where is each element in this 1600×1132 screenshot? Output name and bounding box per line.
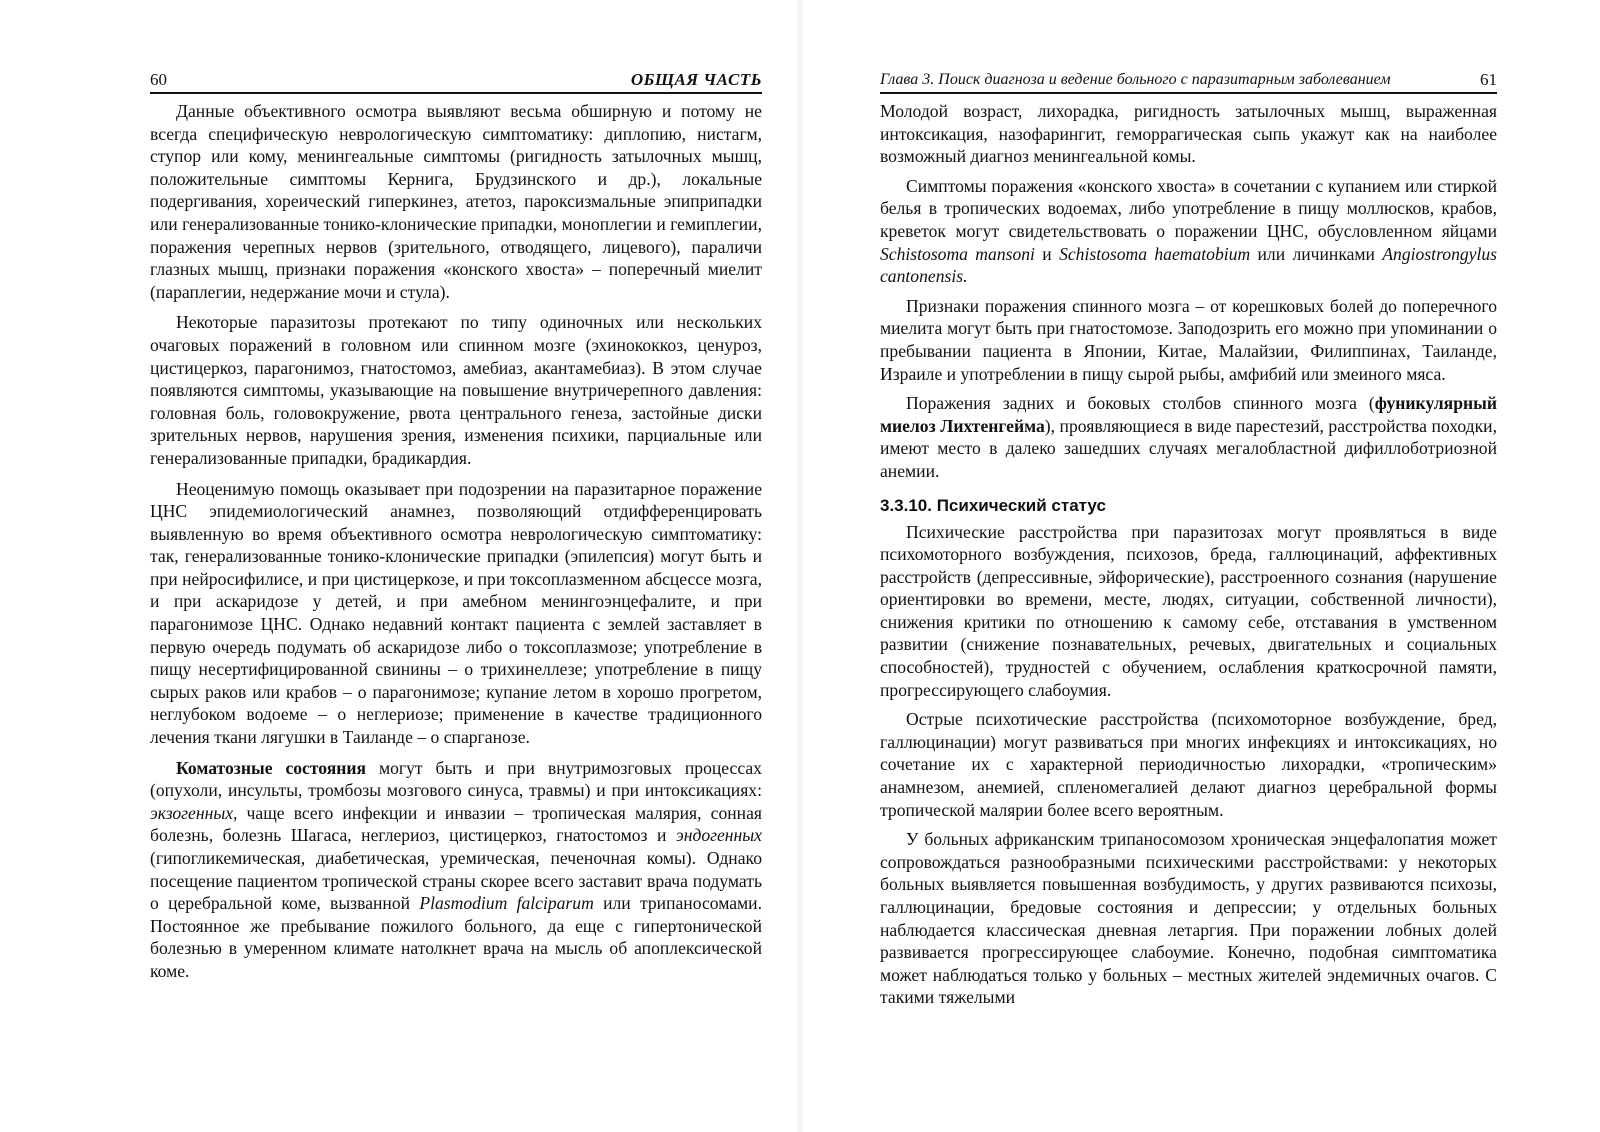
right-paragraph-4 (880, 392, 1497, 482)
right-paragraph-3: Признаки поражения спинного мозга – от корешковых болей до поперечного миелита могут быть при гнатостомозе. Заподозрить его можно при упоминании о пребывании пациента в Японии, Китае, Малайзии, Филиппинах, Таиланде, Израиле и употреблении в пищу сырой рыбы, амфибий или змеиного мяса. (880, 295, 1497, 384)
right-p2-text-3: или личинками (1250, 243, 1383, 264)
right-p2-italic-3: Angiostrongylus cantonensis. (880, 243, 1497, 287)
right-page-number: 61 (1480, 70, 1497, 89)
coma-states-term: Коматозные состояния (176, 757, 367, 778)
right-p2-text-2: и (1034, 243, 1060, 264)
right-running-title: Глава 3. Поиск диагноза и ведение больного с паразитарным заболеванием (880, 71, 1391, 88)
right-p2-italic-2: Schistosoma haematobium (1059, 243, 1251, 264)
right-p2-italic-1: Schistosoma mansoni (880, 243, 1035, 264)
left-page (150, 70, 762, 1090)
left-running-head (150, 70, 762, 94)
funicular-myelosis-term: фуникулярный миелоз Лихтенгейма (880, 393, 1497, 436)
left-p4-italic-2: эндогенных (675, 825, 762, 846)
right-paragraph-7: У больных африканским трипаносомозом хроническая энцефалопатия может сопровождаться разнообразными психическими расстройствами: у некоторых больных выявляется повышенная возбудимость, у других развиваются психозы, галлюцинации, бредовые состояния и депрессии; у отдельных больных наблюдается классическая дневная летаргия. При поражении лобных долей развивается прогрессирующее слабоумие. Конечно, подобная симптоматика может наблюдаться только у больных – местных жителей эндемичных очагов. С такими тяжелыми (880, 829, 1497, 1008)
left-paragraph-3: Неоценимую помощь оказывает при подозрении на паразитарное поражение ЦНС эпидемиологический анамнез, позволяющий отдифференцировать выявленную во время объективного осмотра неврологическую симптоматику: так, генерализованные тонико-клонические припадки (эпилепсия) могут быть и при нейросифилисе, и при цистицеркозе, и при токсоплазменном абсцессе мозга, и при аскаридозе у детей, и при амебном менингоэнцефалите, и при парагонимозе ЦНС. Однако недавний контакт пациента с землей заставляет в первую очередь подумать об аскаридозе либо о токсоплазмозе; употребление в пищу несертифицированной свинины – о трихинеллезе; употребление в пищу сырых раков или крабов – о парагонимозе; купание летом в хорошо прогретом, неглубоком водоеме – о неглериозе; применение в качестве традиционного лечения ткани лягушки в Таиланде – о спарганозе. (150, 478, 762, 748)
left-p4-text-3: (гипогликемическая, диабетическая, уремическая, печеночная комы). Однако посещение пациентом тропической страны скорее всего заставит врача подумать о церебральной коме, вызванной (150, 848, 762, 914)
book-spine-shadow (796, 0, 804, 1132)
right-p2-text-1: Симптомы поражения «конского хвоста» в сочетании с купанием или стиркой белья в тропических водоемах, либо употребление в пищу моллюсков, крабов, креветок могут свидетельствовать о поражении ЦНС, обусловленном яйцами (880, 175, 1497, 241)
left-page-number: 60 (150, 70, 167, 89)
left-p4-italic-3: Plasmodium falciparum (419, 893, 594, 914)
right-paragraph-6: Острые психотические расстройства (психомоторное возбуждение, бред, галлюцинации) могут развиваться при многих инфекциях и интоксикациях, но сочетание их с характерной периодичностью лихорадки, «тропическим» анамнезом, анемией, спленомегалией делают диагноз церебральной формы тропической малярии более всего вероятным. (880, 709, 1497, 820)
left-paragraph-2: Некоторые паразитозы протекают по типу одиночных или нескольких очаговых поражений в головном или спинном мозге (эхинококкоз, ценуроз, цистицеркоз, парагонимоз, гнатостомоз, амебиаз, акантамебиаз). В этом случае появляются симптомы, указывающие на повышение внутричерепного давления: головная боль, головокружение, рвота центрального генеза, застойные диски зрительных нервов, нарушения зрения, изменения психики, парциальные или генерализованные припадки, брадикардия. (150, 312, 762, 468)
left-p4-italic-1: экзогенных, (150, 802, 238, 823)
right-page (880, 70, 1497, 1090)
left-p4-text-4: или трипаносомами. Постоянное же пребывание пожилого больного, да еще с гипертонической болезнью в умеренном климате натолкнет врача на мысль об апоплексической коме. (150, 893, 762, 981)
right-paragraph-2 (880, 175, 1497, 288)
right-p4-text-2: ), проявляющиеся в виде парестезий, расстройства походки, имеют место в далеко зашедших случаях мегалобластной дифиллоботриозной анемии. (880, 415, 1497, 481)
right-paragraph-5: Психические расстройства при паразитозах могут проявляться в виде психомоторного возбуждения, психозов, бреда, галлюцинаций, аффективных расстройств (депрессивные, эйфорические), расстроенного сознания (нарушение ориентировки во времени, месте, людях, ситуации, собственной личности), снижения критики по отношению к самому себе, отставания в умственном развитии (снижение познавательных, речевых, двигательных и социальных способностей), трудностей с обучением, ослабления краткосрочной памяти, прогрессирующего слабоумия. (880, 521, 1497, 700)
right-p4-text-1: Поражения задних и боковых столбов спинного мозга ( (906, 393, 1375, 414)
left-running-title: ОБЩАЯ ЧАСТЬ (630, 70, 762, 89)
left-p4-text-2: чаще всего инфекции и инвазии – тропическая малярия, сонная болезнь, болезнь Шагаса, неглериоз, цистицеркоз, гнатостомоз и (150, 802, 762, 846)
left-p4-text-1: могут быть и при внутримозговых процессах (опухоли, инсульты, тромбозы мозгового синуса, травмы) и при интоксикациях: (150, 757, 762, 801)
left-paragraph-4 (150, 757, 762, 983)
section-heading: 3.3.10. Психический статус (880, 495, 1106, 515)
left-paragraph-1: Данные объективного осмотра выявляют весьма обширную и потому не всегда специфическую неврологическую симптоматику: диплопию, нистагм, ступор или кому, менингеальные симптомы (ригидность затылочных мышц, положительные симптомы Кернига, Брудзинского и др.), локальные подергивания, хореический гиперкинез, атетоз, пароксизмальные эпиприпадки или генерализованные тонико-клонические припадки, моноплегии и гемиплегии, поражения черепных нервов (зрительного, отводящего, лицевого), параличи глазных мышц, признаки поражения «конского хвоста» – поперечный миелит (параплегии, недержание мочи и стула). (150, 101, 762, 302)
right-running-head (880, 70, 1497, 94)
right-paragraph-1: Молодой возраст, лихорадка, ригидность затылочных мышц, выраженная интоксикация, назофарингит, геморрагическая сыпь укажут как на наиболее возможный диагноз менингеальной комы. (880, 101, 1497, 167)
